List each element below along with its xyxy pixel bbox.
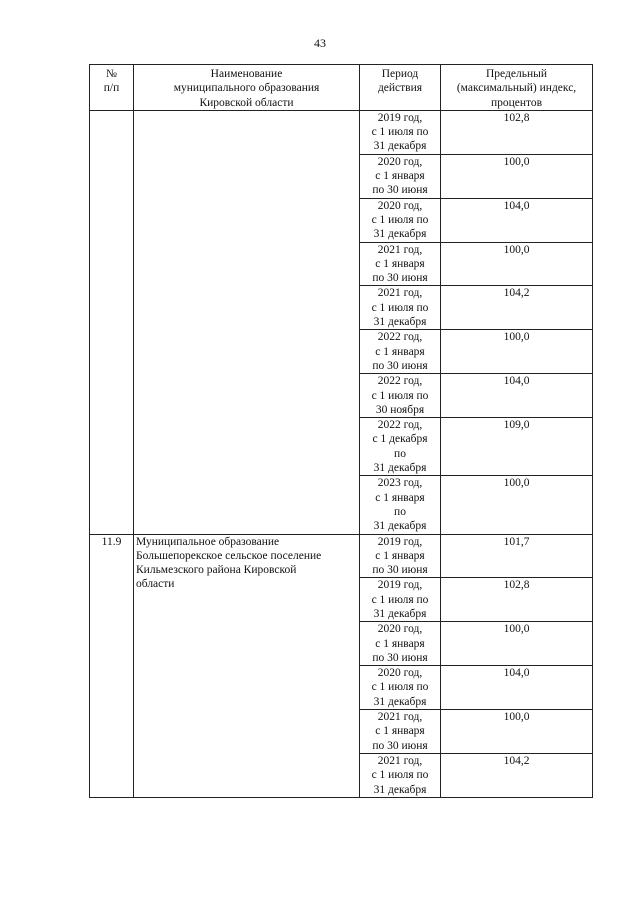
index-value-cell: 109,0	[441, 418, 593, 476]
period-cell: 2021 год, с 1 июля по 31 декабря	[360, 753, 441, 797]
page-number: 43	[314, 36, 326, 50]
period-cell: 2021 год, с 1 января по 30 июня	[360, 242, 441, 286]
index-value-cell: 100,0	[441, 242, 593, 286]
table-row	[90, 534, 593, 578]
period-cell: 2020 год, с 1 июля по 31 декабря	[360, 198, 441, 242]
period-cell: 2020 год, с 1 января по 30 июня	[360, 622, 441, 666]
index-value-cell: 101,7	[441, 534, 593, 578]
continued-section	[90, 110, 593, 534]
header-index: Предельный (максимальный) индекс, процентов	[441, 65, 593, 111]
period-cell: 2021 год, с 1 июля по 31 декабря	[360, 286, 441, 330]
index-value-cell: 100,0	[441, 476, 593, 534]
index-value-cell: 104,2	[441, 753, 593, 797]
table-header-row	[90, 65, 593, 111]
period-cell: 2023 год, с 1 января по 31 декабря	[360, 476, 441, 534]
header-number: № п/п	[90, 65, 134, 111]
period-cell: 2022 год, с 1 января по 30 июня	[360, 330, 441, 374]
period-cell: 2020 год, с 1 июля по 31 декабря	[360, 666, 441, 710]
row-number-cell	[90, 110, 134, 534]
municipality-name-cell	[134, 110, 360, 534]
row-number-cell: 11.9	[90, 534, 134, 797]
period-cell: 2022 год, с 1 июля по 30 ноября	[360, 374, 441, 418]
period-cell: 2022 год, с 1 декабря по 31 декабря	[360, 418, 441, 476]
period-cell: 2019 год, с 1 июля по 31 декабря	[360, 110, 441, 154]
municipality-name-cell: Муниципальное образование Большепорекское сельское поселение Кильмезского района Кировской области	[134, 534, 360, 797]
index-value-cell: 104,0	[441, 666, 593, 710]
tariff-index-table	[89, 64, 593, 798]
header-period: Период действия	[360, 65, 441, 111]
index-value-cell: 102,8	[441, 110, 593, 154]
index-value-cell: 100,0	[441, 622, 593, 666]
period-cell: 2019 год, с 1 июля по 31 декабря	[360, 578, 441, 622]
period-cell: 2021 год, с 1 января по 30 июня	[360, 710, 441, 754]
index-value-cell: 100,0	[441, 330, 593, 374]
period-cell: 2019 год, с 1 января по 30 июня	[360, 534, 441, 578]
table-row	[90, 110, 593, 154]
index-value-cell: 102,8	[441, 578, 593, 622]
index-value-cell: 104,0	[441, 374, 593, 418]
entry-section-11-9	[90, 534, 593, 797]
index-value-cell: 100,0	[441, 710, 593, 754]
index-value-cell: 100,0	[441, 154, 593, 198]
index-value-cell: 104,2	[441, 286, 593, 330]
header-name: Наименование муниципального образования Кировской области	[134, 65, 360, 111]
period-cell: 2020 год, с 1 января по 30 июня	[360, 154, 441, 198]
index-value-cell: 104,0	[441, 198, 593, 242]
